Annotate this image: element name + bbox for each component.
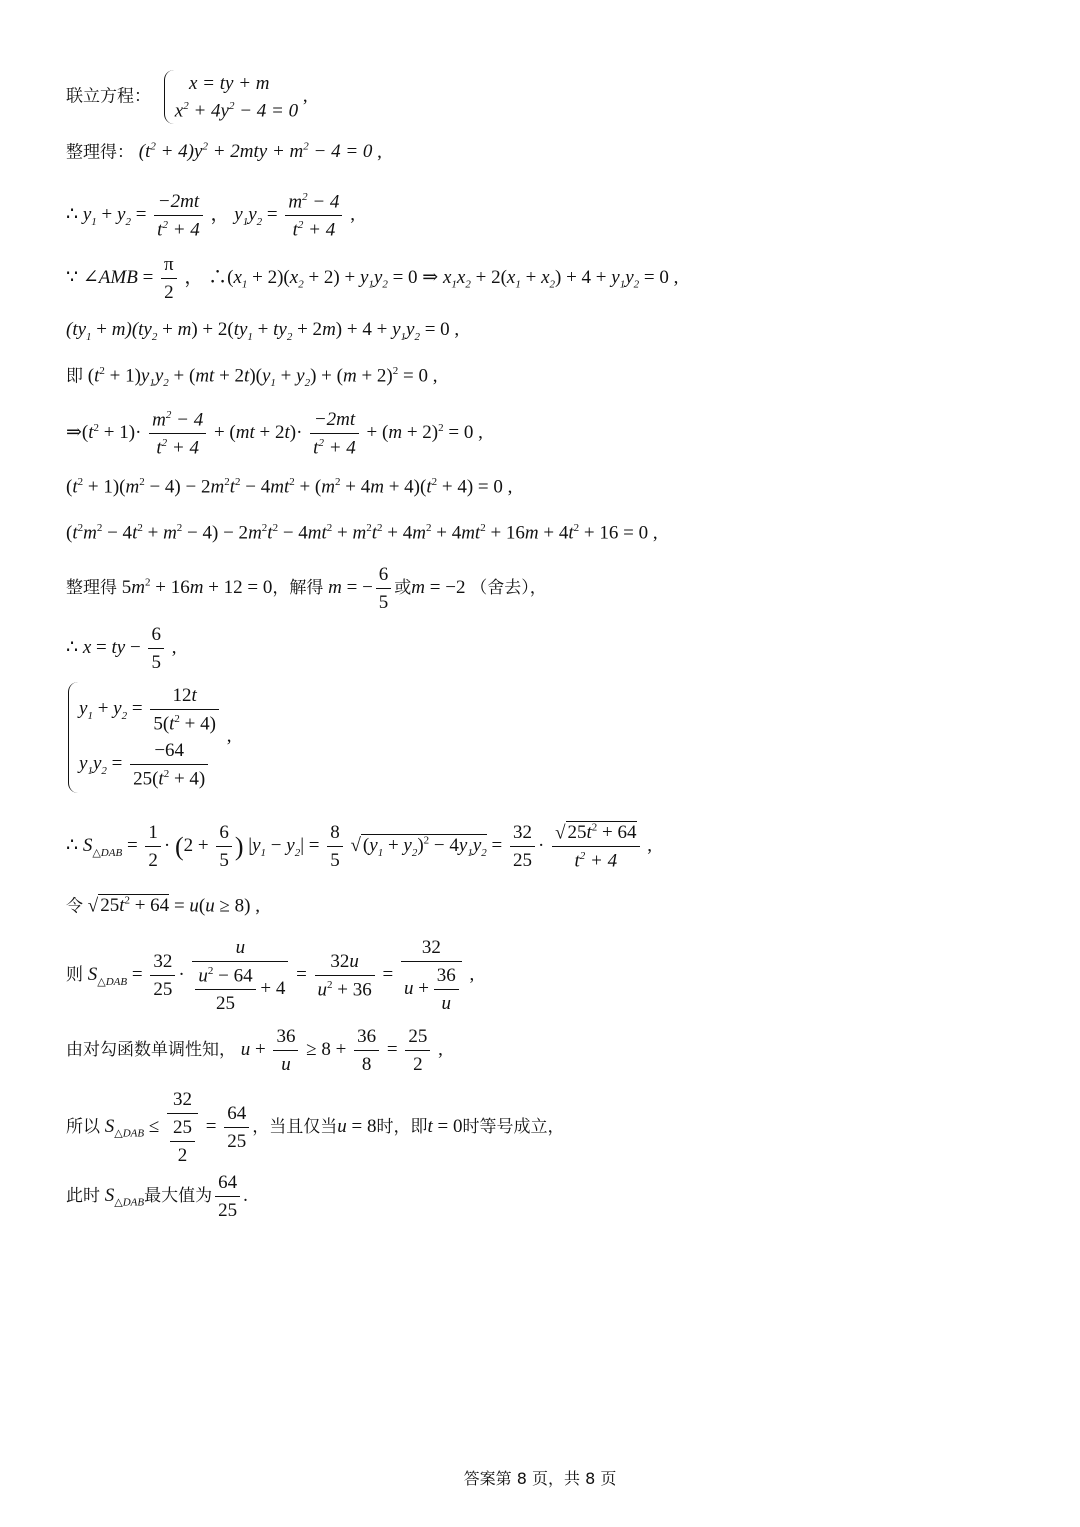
label-mono: 由对勾函数单调性知， (66, 1039, 236, 1060)
label-so: 所以 (66, 1116, 100, 1137)
label-now: 此时 (66, 1185, 100, 1206)
substitution-u-line: 令 √ $25t^2 + 64 = u(u \ge 8)$ , (66, 895, 260, 917)
label-let: 令 (66, 896, 83, 917)
label-solve: ，解得 (272, 577, 324, 598)
label-then: 则 (66, 965, 83, 986)
label-when1: 时，即 (376, 1116, 428, 1137)
label-when2: 时等号成立， (462, 1116, 565, 1137)
fraction-substitution-line: $\Rightarrow(t^2 + 1)\cdot$ $\frac{m^2 - 4}{t^2 + 4}$ + (mt + 2t)· $\frac{-2mt}{t^2 + 4}$ + $(m + 2)^2 = 0$ , (66, 409, 483, 459)
conclusion-line: 所以 $S_{\triangle DAB}$ ≤ $\frac{32}{\frac{25}{2}}$ = $\frac{64}{25}$ ，当且仅当u = 8时，即t = 0时等号成立， (66, 1089, 565, 1166)
label-or: 或 (394, 577, 412, 598)
page-footer: 答案第 8 页，共 8 页 (463, 1469, 617, 1488)
angle-line: ∵ ∠AMB = $\frac{\pi}{2}$ ， $\therefore(x_1 + 2)(x_2 + 2) + y_1y_2 = 0$ ⇒ $x_1x_2 + 2(x_1 + x_2) + 4 + y_1y_2 = 0$ , (66, 254, 679, 303)
label-max: 最大值为 (144, 1185, 213, 1206)
label-joint: 联立方程： (66, 86, 151, 107)
system-brace: x = ty + m $x^2 + 4y^2 - 4 = 0$ (164, 70, 298, 124)
equation-system-line: 联立方程： x = ty + m $x^2 + 4y^2 - 4 = 0$ , (66, 70, 308, 124)
label-ji: 即 (66, 366, 83, 387)
area-line: ∴ $S_{\triangle DAB}$ = $\frac{1}{2}$ · (2 + $\frac{6}{5}$ ) $|y_1 - y_2|$ = $\frac{8}{5}$ √ $(y_1 + y_2)^2 - 4y_1y_2$ = $\frac{32}{25}$ · $\frac{√ 25t^2 + 64}{t^2 + 4}$ , (66, 822, 652, 872)
vieta-line: ∴ $y_1 + y_2$ = $\frac{-2mt}{t^2 + 4}$ ， $y_1y_2$ = $\frac{m^2 - 4}{t^2 + 4}$ , (66, 191, 355, 241)
solve-m-line: 整理得 $5m^2 + 16m + 12 = 0$，解得 m = − $\frac{6}{5}$ 或m = −2 （舍去）， (66, 564, 547, 613)
area-in-u-line: 则 $S_{\triangle DAB}$ = $\frac{32}{25}$ · u $\frac{u^2 - 64}{25}$ + 4 = $\frac{32u}{u^2 + 36}$ = 32 u + $\frac{36}{u}$ , (66, 937, 475, 1015)
fully-expanded-line: $(t^2m^2 - 4t^2 + m^2 - 4) - 2m^2t^2 - 4mt^2 + m^2t^2 + 4m^2 + 4mt^2 + 16m + 4t^2 + 16 = 0$ , (66, 522, 658, 544)
cleared-line: $(t^2 + 1)(m^2 - 4) - 2m^2t^2 - 4mt^2 + (m^2 + 4m + 4)(t^2 + 4) = 0$ , (66, 476, 513, 498)
monotonicity-line: 由对勾函数单调性知， u + $\frac{36}{u}$ ≥ 8 + $\frac{36}{8}$ = $\frac{25}{2}$ , (66, 1026, 443, 1075)
quadratic-line: 整理得： $(t^2 + 4)y^2 + 2mty + m^2 - 4 = 0$ , (66, 141, 382, 163)
vieta-system-line: $y_1 + y_2$ = $\frac{12t}{5(t^2 + 4)}$ $y_1y_2$ = $\frac{-64}{25(t^2 + 4)}$ , (66, 682, 231, 793)
label-simplify2: 整理得 (66, 577, 117, 598)
label-simplify: 整理得： (66, 142, 134, 163)
label-equality: ，当且仅当 (252, 1116, 338, 1137)
substitution-line: $(ty_1 + m)(ty_2 + m) + 2(ty_1 + ty_2 + 2m) + 4 + y_1y_2 = 0$ , (66, 319, 460, 343)
line-equation: ∴ x = ty − $\frac{6}{5}$ , (66, 624, 177, 673)
vieta-system-brace: $y_1 + y_2$ = $\frac{12t}{5(t^2 + 4)}$ $y_1y_2$ = $\frac{-64}{25(t^2 + 4)}$ (68, 682, 222, 793)
label-discard: （舍去）， (470, 577, 547, 598)
max-line: 此时 $S_{\triangle DAB}$最大值为 $\frac{64}{25}$ . (66, 1172, 248, 1221)
expanded-line: 即 $(t^2 + 1)y_1y_2 + (mt + 2t)(y_1 + y_2) + (m + 2)^2 = 0$ , (66, 365, 438, 390)
